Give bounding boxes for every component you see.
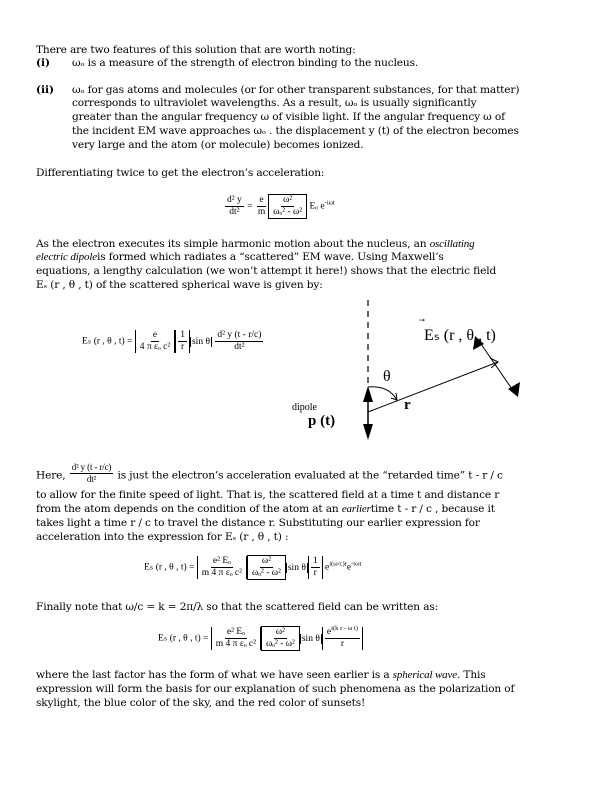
field-label: Eₛ (r , θ , t) — [424, 327, 496, 344]
equation-scattered-field: Eₛ (r , θ , t) = $\frac{e}{\text{4 π εₒ c²}}$ $\frac{1}{r}$ sin θ $\frac{\text{d² y (t - r/c)}}{\text{dt²}}$ — [82, 330, 262, 352]
theta-arc — [368, 387, 397, 400]
r-label: r — [404, 397, 411, 413]
finally-text: Finally note that ω/c = k = 2π/λ so that the scattered field can be written as: — [36, 601, 439, 613]
dipole-para-line-3: equations, a lengthy calculation (we won’t attempt it here!) shows that the electric field — [36, 265, 497, 277]
item-ii-line-1: ωₒ for gas atoms and molecules (or for other transparent substances, for that matter) — [72, 84, 520, 96]
item-ii-line-4: the incident EM wave approaches ωₒ . the displacement y (t) of the electron becomes — [72, 125, 519, 137]
lhs-fraction: $\frac{\text{d² y}}{\text{dt²}}$ — [227, 195, 242, 217]
item-label-i: (i) — [36, 57, 51, 69]
dipole-para-line-2: electric dipoleis formed which radiates a “scattered” EM wave. Using Maxwell’s — [36, 251, 444, 263]
theta-label: θ — [383, 368, 391, 385]
dipole-arrow-up-icon — [363, 386, 373, 402]
here-para-line-1: Here, $\frac{\text{d² y (t - r/c)}}{\text{dt²}}$ is just the electron’s acceleration evaluated at the “retarded time” t - r / c — [36, 462, 503, 484]
here-para-line-3: from the atom depends on the condition of the atom at an earliertime t - r / c , because it — [36, 503, 495, 515]
equation-substituted-field: Eₛ (r , θ , t) = $\frac{\text{e² Eₒ}}{\text{m 4 π εₒ c²}}$ $\frac{\text{ω²}}{\text{ωₒ² - ω²}}$ sin θ $\frac{1}{r}$ $e^{i(\omega/c)r}e^{-i\omega t}$ — [144, 556, 362, 578]
p-label: p (t) — [308, 413, 336, 429]
item-ii-line-5: very large and the atom (or molecule) becomes ionized. — [72, 139, 364, 151]
conclusion-line-2: expression will form the basis for our explanation of such phenomena as the polarization of — [36, 683, 515, 695]
equation-acceleration: $\frac{\text{d² y}}{\text{dt²}}$ = $\frac{e}{m}$ $\frac{\text{ω²}}{\text{ωₒ² - ω²}}$ Eₒ $e^{-i\omega t}$ — [227, 195, 335, 217]
item-label-ii: (ii) — [36, 84, 55, 96]
item-i-text: ωₒ is a measure of the strength of electron binding to the nucleus. — [72, 57, 419, 69]
dipole-arrow-down-icon — [363, 424, 373, 440]
item-ii-line-2: corresponds to ultraviolet wavelengths. As a result, ωₒ is usually significantly — [72, 97, 477, 109]
differentiating-text: Differentiating twice to get the electron’s acceleration: — [36, 167, 325, 179]
here-para-line-2: to allow for the finite speed of light. That is, the scattered field at a time t and distance r — [36, 489, 500, 501]
conclusion-line-1: where the last factor has the form of what we have seen earlier is a spherical wave. This — [36, 669, 486, 681]
equation-spherical-wave: Eₛ (r , θ , t) = $\frac{\text{e² Eₒ}}{\text{m 4 π εₒ c²}}$ $\frac{\text{ω²}}{\text{ωₒ² - ω²}}$ sin θ $\frac{e^{i(k r - \omega t)}}{r}$ — [158, 626, 363, 651]
here-para-line-5: acceleration into the expression for Eₛ (r , θ , t) : — [36, 531, 289, 543]
item-ii-line-3: greater than the angular frequency ω of visible light. If the angular frequency ω of — [72, 111, 505, 123]
dipole-para-line-1: As the electron executes its simple harmonic motion about the nucleus, an oscillating — [36, 238, 475, 250]
intro-text: There are two features of this solution that are worth noting: — [36, 44, 356, 56]
field-vector-line — [479, 341, 514, 392]
conclusion-line-3: skylight, the blue color of the sky, and the red color of sunsets! — [36, 697, 366, 709]
here-para-line-4: takes light a time r / c to travel the distance r. Substituting our earlier expression for — [36, 517, 480, 529]
dipole-para-line-4: Eₛ (r , θ , t) of the scattered spherical wave is given by: — [36, 279, 323, 291]
field-arrow-down-icon — [508, 382, 520, 397]
bracket-term: $\frac{\text{ω²}}{\text{ωₒ² - ω²}}$ — [268, 194, 307, 219]
dipole-label: dipole — [292, 402, 317, 413]
